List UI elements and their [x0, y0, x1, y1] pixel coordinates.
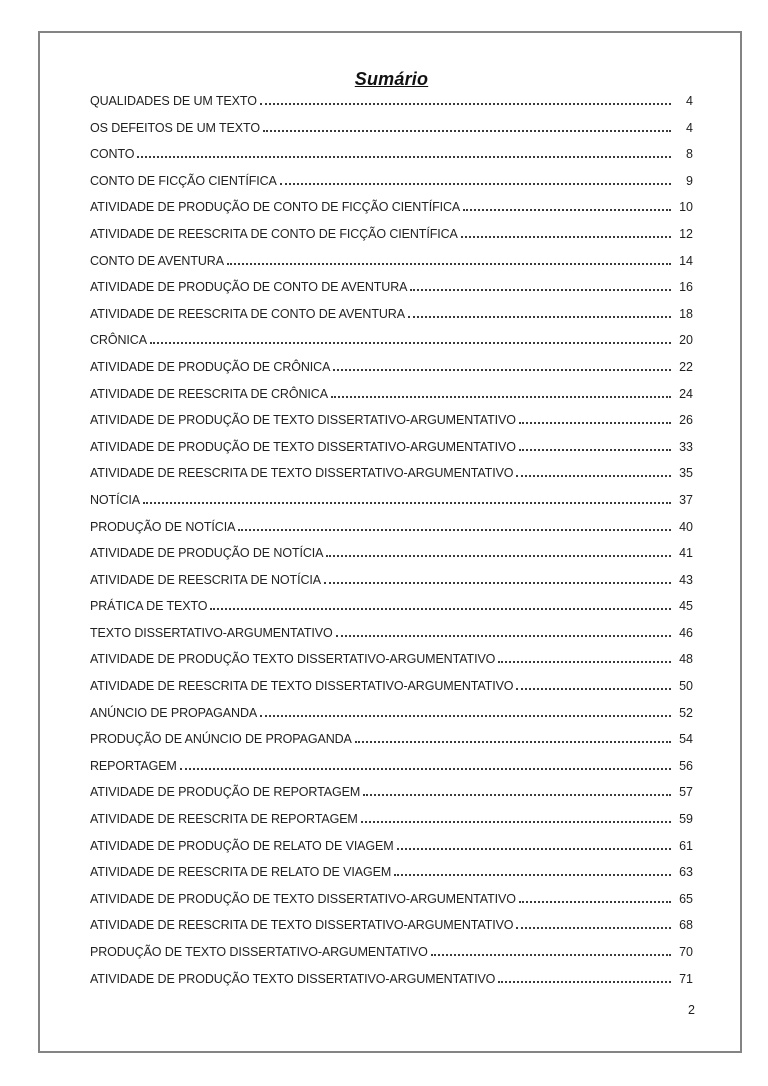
dot-leader [363, 794, 671, 796]
toc-entry-label: CONTO [90, 147, 135, 162]
dot-leader [498, 981, 671, 983]
toc-entry-page: 18 [679, 306, 693, 321]
dot-leader [408, 316, 671, 318]
toc-entry-page: 52 [679, 705, 693, 720]
toc-entry[interactable] [90, 839, 693, 866]
toc-entry-page: 43 [679, 572, 693, 587]
toc-entry-label: ATIVIDADE DE PRODUÇÃO DE TEXTO DISSERTATIVO-ARGUMENTATIVO [90, 891, 516, 906]
toc-entry[interactable] [90, 759, 693, 786]
toc-entry[interactable] [90, 387, 693, 414]
toc-entry[interactable] [90, 121, 693, 148]
toc-entry[interactable] [90, 174, 693, 201]
toc-entry[interactable] [90, 280, 693, 307]
toc-entry[interactable] [90, 812, 693, 839]
toc-entry-label: ATIVIDADE DE PRODUÇÃO DE REPORTAGEM [90, 785, 361, 800]
toc-entry-label: ANÚNCIO DE PROPAGANDA [90, 705, 258, 720]
toc-entry-page: 65 [679, 891, 693, 906]
toc-entry[interactable] [90, 892, 693, 919]
toc-entry[interactable] [90, 945, 693, 972]
toc-entry-page: 14 [679, 253, 693, 268]
toc-entry-label: ATIVIDADE DE PRODUÇÃO DE RELATO DE VIAGEM [90, 838, 394, 853]
toc-entry-label: REPORTAGEM [90, 758, 177, 773]
toc-entry-page: 16 [679, 280, 693, 295]
toc-entry-page: 68 [679, 918, 693, 933]
toc-entry[interactable] [90, 466, 693, 493]
toc-entry[interactable] [90, 732, 693, 759]
toc-entry[interactable] [90, 360, 693, 387]
toc-entry-label: PRODUÇÃO DE ANÚNCIO DE PROPAGANDA [90, 732, 352, 747]
toc-entry-page: 54 [679, 732, 693, 747]
toc-entry-label: ATIVIDADE DE PRODUÇÃO DE CONTO DE FICÇÃO CIENTÍFICA [90, 200, 461, 215]
dot-leader [498, 661, 671, 663]
page-number: 2 [688, 1003, 695, 1017]
toc-entry[interactable] [90, 679, 693, 706]
dot-leader [150, 342, 671, 344]
dot-leader [333, 369, 671, 371]
toc-entry-label: ATIVIDADE DE REESCRITA DE CONTO DE FICÇÃO CIENTÍFICA [90, 226, 458, 241]
toc-entry-page: 57 [679, 785, 693, 800]
dot-leader [180, 768, 671, 770]
dot-leader [516, 475, 671, 477]
dot-leader [361, 821, 671, 823]
dot-leader [355, 741, 671, 743]
toc-entry-label: PRÁTICA DE TEXTO [90, 599, 208, 614]
toc-entry-label: ATIVIDADE DE REESCRITA DE NOTÍCIA [90, 572, 321, 587]
toc-entry-label: CONTO DE AVENTURA [90, 253, 224, 268]
toc-entry[interactable] [90, 626, 693, 653]
toc-entry-label: ATIVIDADE DE PRODUÇÃO DE CRÔNICA [90, 359, 331, 374]
toc-entry-page: 46 [679, 625, 693, 640]
toc-entry[interactable] [90, 573, 693, 600]
dot-leader [519, 422, 671, 424]
toc-entry-page: 9 [686, 173, 693, 188]
toc-entry-page: 24 [679, 386, 693, 401]
toc-entry-label: ATIVIDADE DE REESCRITA DE CRÔNICA [90, 386, 328, 401]
dot-leader [227, 263, 671, 265]
dot-leader [210, 608, 671, 610]
toc-entry-label: ATIVIDADE DE REESCRITA DE REPORTAGEM [90, 812, 358, 827]
toc-entry-page: 50 [679, 679, 693, 694]
toc-entry-page: 8 [686, 147, 693, 162]
toc-entry-page: 20 [679, 333, 693, 348]
dot-leader [238, 529, 671, 531]
dot-leader [397, 848, 671, 850]
toc-entry[interactable] [90, 94, 693, 121]
dot-leader [410, 289, 671, 291]
toc-entry-page: 4 [686, 120, 693, 135]
toc-entry[interactable] [90, 493, 693, 520]
toc-entry-page: 37 [679, 492, 693, 507]
dot-leader [324, 582, 671, 584]
dot-leader [516, 688, 671, 690]
toc-entry-page: 26 [679, 413, 693, 428]
toc-entry-page: 48 [679, 652, 693, 667]
toc-entry-page: 70 [679, 945, 693, 959]
dot-leader [280, 183, 671, 185]
dot-leader [331, 396, 671, 398]
toc-entry-label: NOTÍCIA [90, 492, 140, 507]
dot-leader [260, 715, 671, 717]
toc-title: Sumário [354, 69, 429, 89]
toc-entry-label: ATIVIDADE DE REESCRITA DE RELATO DE VIAGEM [90, 865, 392, 880]
toc-entry-label: CRÔNICA [90, 333, 147, 348]
toc-entry[interactable] [90, 520, 693, 547]
toc-entry[interactable] [90, 546, 693, 573]
toc-entry[interactable] [90, 413, 693, 440]
toc-entry[interactable] [90, 147, 693, 174]
toc-entry-page: 71 [679, 971, 693, 986]
toc-entry[interactable] [90, 865, 693, 892]
dot-leader [461, 236, 671, 238]
dot-leader [516, 927, 671, 929]
toc-entry-label: ATIVIDADE DE REESCRITA DE TEXTO DISSERTATIVO-ARGUMENTATIVO [90, 679, 514, 694]
page-border-frame [38, 31, 742, 1053]
toc-entry-page: 45 [679, 599, 693, 614]
toc-list [90, 94, 693, 998]
toc-entry-label: ATIVIDADE DE REESCRITA DE TEXTO DISSERTATIVO-ARGUMENTATIVO [90, 918, 514, 933]
dot-leader [519, 901, 671, 903]
toc-entry-label: ATIVIDADE DE REESCRITA DE TEXTO DISSERTATIVO-ARGUMENTATIVO [90, 466, 514, 481]
dot-leader [143, 502, 671, 504]
toc-entry[interactable] [90, 706, 693, 733]
toc-entry[interactable] [90, 333, 693, 360]
toc-entry-label: QUALIDADES DE UM TEXTO [90, 94, 257, 108]
toc-entry-page: 4 [686, 94, 693, 108]
toc-entry-label: ATIVIDADE DE PRODUÇÃO DE TEXTO DISSERTATIVO-ARGUMENTATIVO [90, 439, 516, 454]
toc-entry-page: 59 [679, 812, 693, 827]
toc-entry-page: 12 [679, 226, 693, 241]
toc-entry-page: 40 [679, 519, 693, 534]
toc-entry[interactable] [90, 254, 693, 281]
toc-entry-label: PRODUÇÃO DE NOTÍCIA [90, 519, 236, 534]
dot-leader [326, 555, 671, 557]
toc-entry-label: ATIVIDADE DE PRODUÇÃO TEXTO DISSERTATIVO-ARGUMENTATIVO [90, 652, 496, 667]
dot-leader [463, 209, 671, 211]
toc-entry-label: CONTO DE FICÇÃO CIENTÍFICA [90, 173, 277, 188]
toc-entry-label: PRODUÇÃO DE TEXTO DISSERTATIVO-ARGUMENTATIVO [90, 945, 428, 959]
page-content [40, 33, 740, 998]
toc-entry-label: ATIVIDADE DE PRODUÇÃO DE CONTO DE AVENTURA [90, 280, 408, 295]
toc-entry[interactable] [90, 307, 693, 334]
toc-entry-label: ATIVIDADE DE REESCRITA DE CONTO DE AVENTURA [90, 306, 405, 321]
toc-entry[interactable] [90, 918, 693, 945]
toc-entry[interactable] [90, 972, 693, 999]
toc-entry-label: ATIVIDADE DE PRODUÇÃO DE NOTÍCIA [90, 546, 324, 561]
dot-leader [260, 103, 671, 105]
toc-entry[interactable] [90, 599, 693, 626]
dot-leader [263, 130, 671, 132]
toc-entry[interactable] [90, 785, 693, 812]
dot-leader [336, 635, 671, 637]
toc-entry[interactable] [90, 440, 693, 467]
toc-entry-label: ATIVIDADE DE PRODUÇÃO DE TEXTO DISSERTATIVO-ARGUMENTATIVO [90, 413, 516, 428]
toc-entry[interactable] [90, 200, 693, 227]
dot-leader [394, 874, 671, 876]
toc-entry-page: 10 [679, 200, 693, 215]
toc-entry-page: 41 [679, 546, 693, 561]
toc-entry[interactable] [90, 652, 693, 679]
toc-entry-label: OS DEFEITOS DE UM TEXTO [90, 120, 260, 135]
toc-entry-page: 56 [679, 758, 693, 773]
toc-entry-page: 63 [679, 865, 693, 880]
toc-entry-page: 61 [679, 838, 693, 853]
toc-entry-page: 35 [679, 466, 693, 481]
toc-entry-label: ATIVIDADE DE PRODUÇÃO TEXTO DISSERTATIVO-ARGUMENTATIVO [90, 971, 496, 986]
dot-leader [137, 156, 671, 158]
toc-entry-page: 22 [679, 359, 693, 374]
toc-entry[interactable] [90, 227, 693, 254]
dot-leader [431, 954, 671, 956]
toc-entry-label: TEXTO DISSERTATIVO-ARGUMENTATIVO [90, 625, 333, 640]
toc-entry-page: 33 [679, 439, 693, 454]
dot-leader [519, 449, 671, 451]
